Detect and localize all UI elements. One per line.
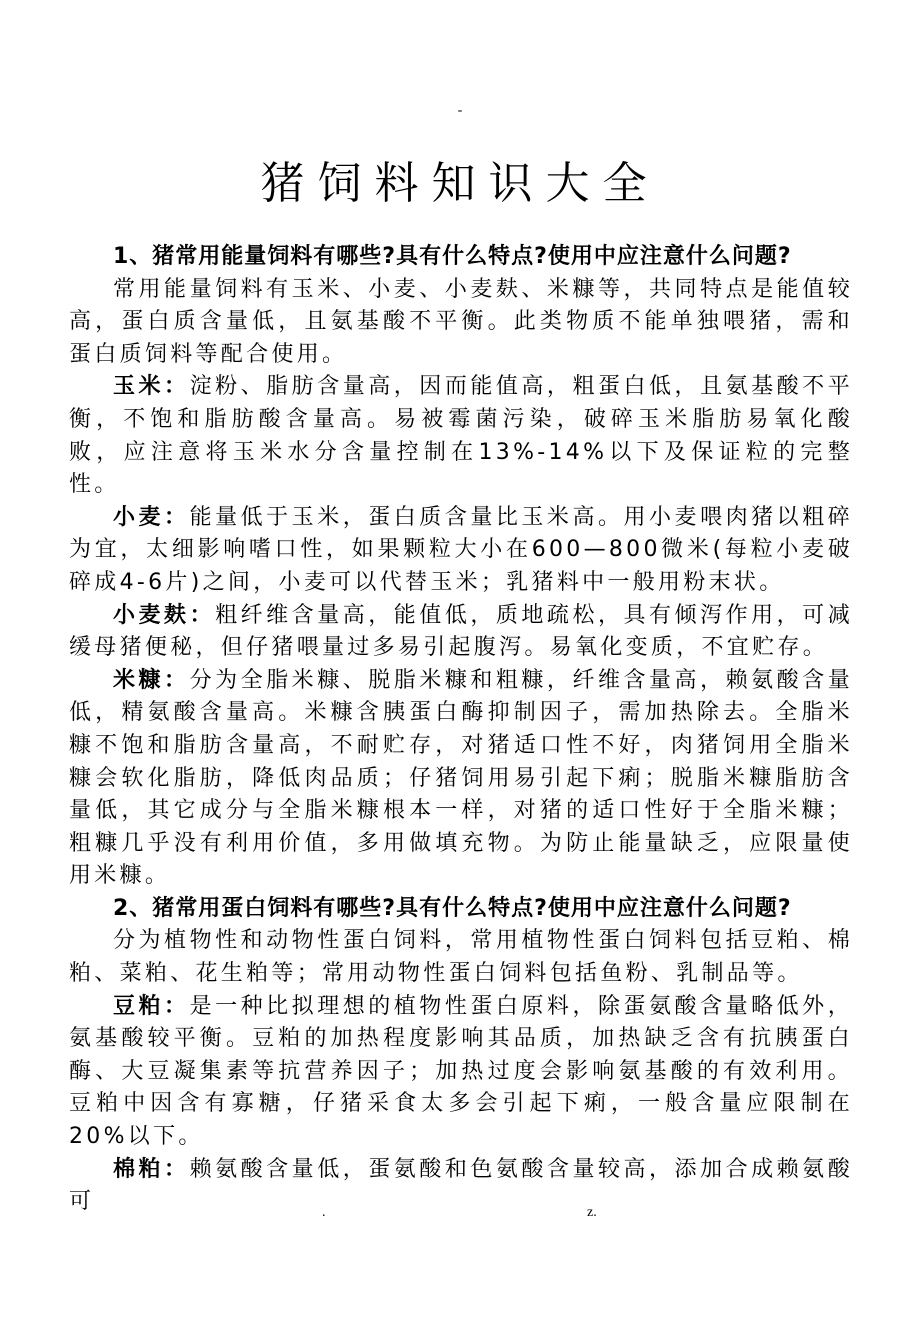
soybean-meal-text: 是一种比拟理想的植物性蛋白原料，除蛋氨酸含量略低外，氨基酸较平衡。豆粕的加热程度影响其品质，加热缺乏含有抗胰蛋白酶、大豆凝集素等抗营养因子；加热过度会影响氨基酸的有效利用。豆粕中因含有寡糖，仔猪采食太多会引起下痢，一般含量应限制在20%以下。 — [69, 993, 853, 1150]
term-corn: 玉米： — [113, 374, 190, 400]
term-rice-bran: 米糠： — [113, 667, 190, 693]
corn-text: 淀粉、脂肪含量高，因而能值高，粗蛋白低，且氨基酸不平衡，不饱和脂肪酸含量高。易被霉菌污染，破碎玉米脂肪易氧化酸败，应注意将玉米水分含量控制在13%-14%以下及保证粒的完整性。 — [69, 374, 853, 498]
term-wheat-bran: 小麦麸： — [113, 602, 216, 628]
soybean-meal-paragraph — [69, 991, 853, 1154]
term-wheat: 小麦： — [113, 504, 190, 530]
question-1-intro: 常用能量饲料有玉米、小麦、小麦麸、米糠等，共同特点是能值较高，蛋白质含量低，且氨基酸不平衡。此类物质不能单独喂猪，需和蛋白质饲料等配合使用。 — [69, 276, 853, 367]
question-2-intro: 分为植物性和动物性蛋白饲料，常用植物性蛋白饲料包括豆粕、棉粕、菜粕、花生粕等；常用动物性蛋白饲料包括鱼粉、乳制品等。 — [69, 928, 853, 987]
question-1-heading: 1、猪常用能量饲料有哪些?具有什么特点?使用中应注意什么问题? — [113, 244, 792, 269]
term-soybean-meal: 豆粕： — [113, 993, 190, 1019]
cottonseed-meal-text: 赖氨酸含量低，蛋氨酸和色氨酸含量较高，添加合成赖氨酸可 — [69, 1156, 853, 1215]
header-mark: - — [457, 103, 463, 118]
question-2-heading: 2、猪常用蛋白饲料有哪些?具有什么特点?使用中应注意什么问题? — [113, 895, 792, 921]
footer-left-mark: . — [322, 1205, 326, 1220]
wheat-text: 能量低于玉米，蛋白质含量比玉米高。用小麦喂肉猪以粗碎为宜，太细影响嗜口性，如果颗粒大小在600—800微米(每粒小麦破碎成4-6片)之间，小麦可以代替玉米；乳猪料中一般用粉末状。 — [69, 504, 853, 595]
wheat-bran-text: 粗纤维含量高，能值低，质地疏松，具有倾泻作用，可减缓母猪便秘，但仔猪喂量过多易引起腹泻。易氧化变质，不宜贮存。 — [69, 602, 853, 661]
wheat-bran-paragraph — [69, 600, 853, 665]
document-body — [69, 241, 853, 1219]
wheat-paragraph — [69, 502, 853, 600]
term-cottonseed-meal: 棉粕： — [113, 1156, 190, 1182]
rice-bran-text: 分为全脂米糠、脱脂米糠和粗糠，纤维含量高，赖氨酸含量低，精氨酸含量高。米糠含胰蛋白酶抑制因子，需加热除去。全脂米糠不饱和脂肪含量高，不耐贮存，对猪适口性不好，肉猪饲用全脂米糠会软化脂肪，降低肉品质；仔猪饲用易引起下痢；脱脂米糠脂肪含量低，其它成分与全脂米糠根本一样，对猪的适口性好于全脂米糠；粗糠几乎没有利用价值，多用做填充物。为防止能量缺乏，应限量使用米糠。 — [69, 667, 853, 889]
cottonseed-meal-paragraph — [69, 1154, 853, 1219]
footer-right-mark: z. — [587, 1205, 597, 1220]
rice-bran-paragraph — [69, 665, 853, 893]
document-title: 猪饲料知识大全 — [260, 158, 660, 209]
corn-paragraph — [69, 371, 853, 501]
